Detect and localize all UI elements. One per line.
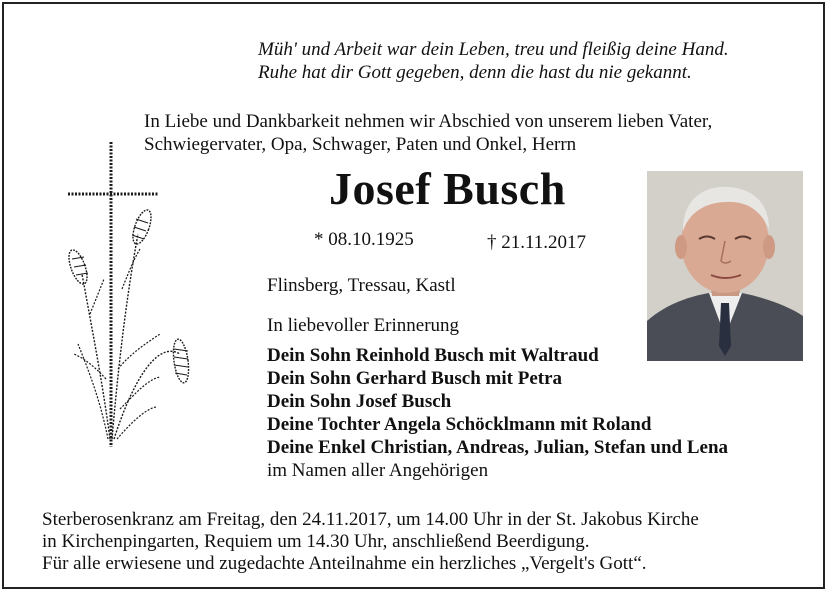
death-date: † 21.11.2017 [487, 232, 587, 253]
home-places: Flinsberg, Tressau, Kastl [267, 275, 456, 296]
obituary-card [2, 2, 825, 589]
intro-line-1: In Liebe und Dankbarkeit nehmen wir Abschied von unserem lieben Vater, [144, 111, 713, 132]
portrait-illustration [647, 171, 803, 361]
mourners-list [267, 344, 728, 482]
portrait-photo [647, 171, 803, 361]
deceased-name: Josef Busch [329, 163, 566, 214]
mourner-line: Dein Sohn Reinhold Busch mit Waltraud [267, 345, 599, 366]
mourner-line: Deine Tochter Angela Schöcklmann mit Roland [267, 414, 652, 435]
motto-line-1: Müh' und Arbeit war dein Leben, treu und fleißig deine Hand. [258, 39, 729, 60]
intro-line-2: Schwiegervater, Opa, Schwager, Paten und Onkel, Herrn [144, 134, 577, 155]
birth-date: * 08.10.1925 [314, 229, 414, 250]
cross-with-wheat-icon [60, 139, 200, 449]
mourner-line: Dein Sohn Gerhard Busch mit Petra [267, 368, 563, 389]
relatives-line: im Namen aller Angehörigen [267, 460, 489, 481]
motto-verse [258, 38, 729, 84]
footer-line-1: Sterberosenkranz am Freitag, den 24.11.2017, um 14.00 Uhr in der St. Jakobus Kirche [42, 509, 699, 530]
mourner-line: Deine Enkel Christian, Andreas, Julian, Stefan und Lena [267, 437, 729, 458]
motto-line-2: Ruhe hat dir Gott gegeben, denn die hast du nie gekannt. [258, 62, 692, 83]
footer-line-2: in Kirchenpingarten, Requiem um 14.30 Uhr, anschließend Beerdigung. [42, 531, 590, 552]
service-details [42, 509, 699, 575]
footer-line-3: Für alle erwiesene und zugedachte Anteilnahme ein herzliches „Vergelt's Gott“. [42, 553, 647, 574]
intro-text [144, 110, 712, 156]
mourner-line: Dein Sohn Josef Busch [267, 391, 452, 412]
memory-line: In liebevoller Erinnerung [267, 315, 460, 336]
